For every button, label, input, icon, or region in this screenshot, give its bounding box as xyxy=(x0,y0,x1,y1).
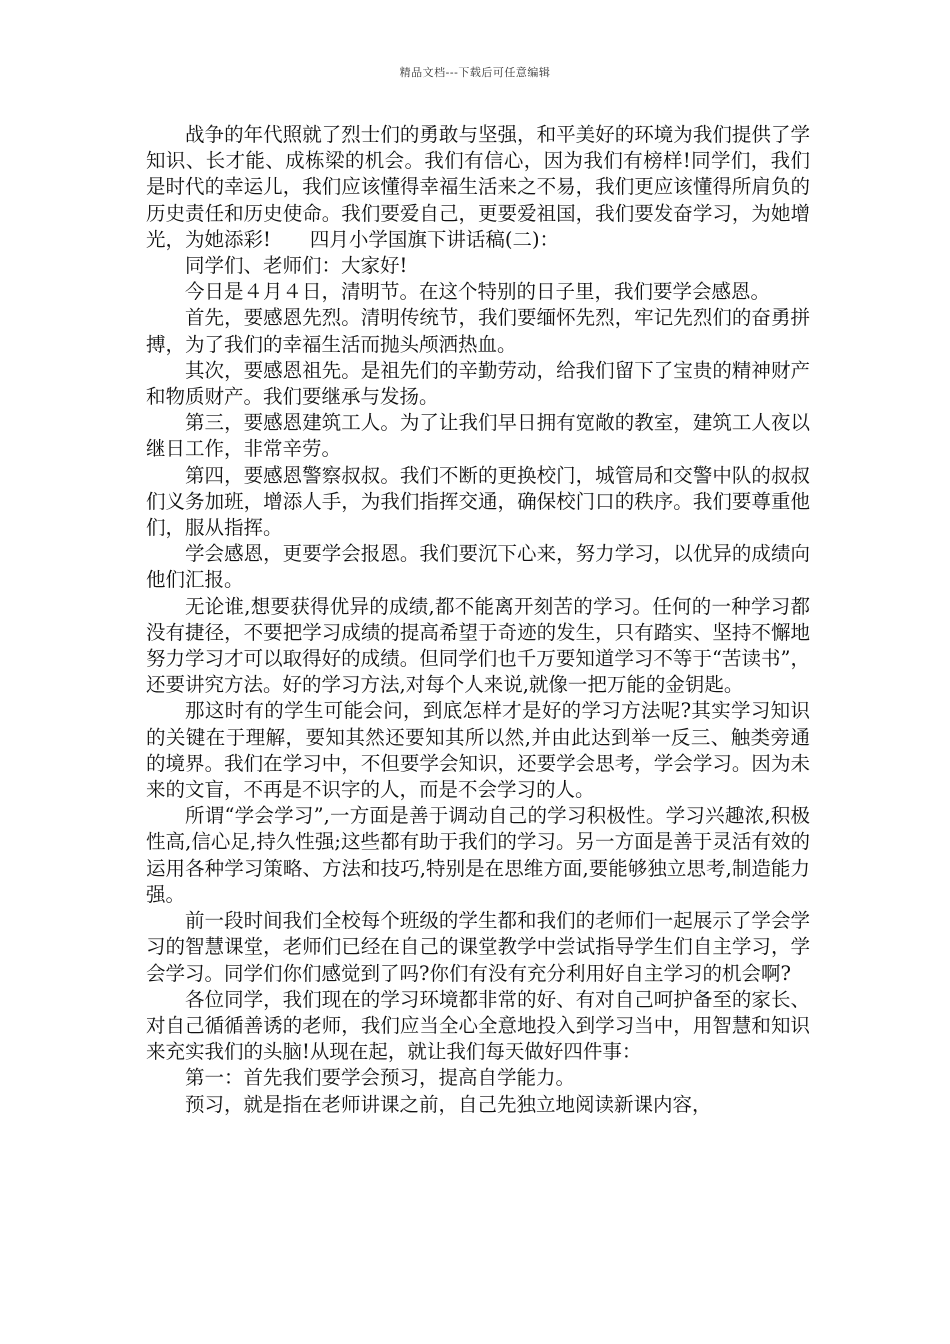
paragraph: 其次，要感恩祖先。是祖先们的辛勤劳动，给我们留下了宝贵的精神财产和物质财产。我们要继承与发扬。 xyxy=(146,358,810,409)
paragraph: 同学们、老师们：大家好! xyxy=(185,254,408,278)
paragraph: 所谓“学会学习”,一方面是善于调动自己的学习积极性。学习兴趣浓,积极性高,信心足,持久性强;这些都有助于我们的学习。另一方面是善于灵活有效的运用各种学习策略、方法和技巧,特别是在思维方面,要能够独立思考,制造能力强。 xyxy=(146,804,810,906)
paragraph: 各位同学，我们现在的学习环境都非常的好、有对自己呵护备至的家长、对自己循循善诱的老师，我们应当全心全意地投入到学习当中，用智慧和知识来充实我们的头脑!从现在起，就让我们每天做好四件事： xyxy=(146,987,810,1064)
paragraph: 第四，要感恩警察叔叔。我们不断的更换校门，城管局和交警中队的叔叔们义务加班，增添人手，为我们指挥交通，确保校门口的秩序。我们要尊重他们，服从指挥。 xyxy=(146,463,810,540)
page-header: 精品文档---下载后可任意编辑 xyxy=(399,66,551,79)
paragraph: 首先，要感恩先烈。清明传统节，我们要缅怀先烈，牢记先烈们的奋勇拼搏，为了我们的幸福生活而抛头颅洒热血。 xyxy=(146,306,810,356)
paragraph: 今日是４月４日，清明节。在这个特别的日子里，我们要学会感恩。 xyxy=(185,280,771,304)
paragraph: 前一段时间我们全校每个班级的学生都和我们的老师们一起展示了学会学习的智慧课堂，老师们已经在自己的课堂教学中尝试指导学生们自主学习，学会学习。同学们你们感觉到了吗?你们有没有充分利用好自主学习的机会啊? xyxy=(146,909,810,985)
paragraph: 预习，就是指在老师讲课之前，自己先独立地阅读新课内容， xyxy=(185,1092,712,1116)
document-body xyxy=(146,122,810,1118)
paragraph: 无论谁,想要获得优异的成绩,都不能离开刻苦的学习。任何的一种学习都没有捷径，不要把学习成绩的提高希望于奇迹的发生，只有踏实、坚持不懈地努力学习才可以取得好的成绩。但同学们也千万要知道学习不等于“苦读书”，还要讲究方法。好的学习方法,对每个人来说,就像一把万能的金钥匙。 xyxy=(146,594,810,697)
paragraph: 那这时有的学生可能会问，到底怎样才是好的学习方法呢?其实学习知识的关键在于理解，要知其然还要知其所以然,并由此达到举一反三、触类旁通的境界。我们在学习中，不但要学会知识，还要学会思考，学会学习。因为未来的文盲，不再是不识字的人，而是不会学习的人。 xyxy=(146,699,810,802)
paragraph: 第三，要感恩建筑工人。为了让我们早日拥有宽敞的教室，建筑工人夜以继日工作，非常辛劳。 xyxy=(146,411,810,461)
paragraph: 战争的年代照就了烈士们的勇敢与坚强，和平美好的环境为我们提供了学知识、长才能、成栋梁的机会。我们有信心，因为我们有榜样!同学们，我们是时代的幸运儿，我们应该懂得幸福生活来之不易，我们更应该懂得所肩负的历史责任和历史使命。我们要爱自己，更要爱祖国，我们要发奋学习，为她增光，为她添彩! 四月小学国旗下讲话稿(二)： xyxy=(146,123,810,251)
paragraph: 第一：首先我们要学会预习，提高自学能力。 xyxy=(185,1066,576,1090)
paragraph: 学会感恩，更要学会报恩。我们要沉下心来，努力学习，以优异的成绩向他们汇报。 xyxy=(146,542,810,592)
